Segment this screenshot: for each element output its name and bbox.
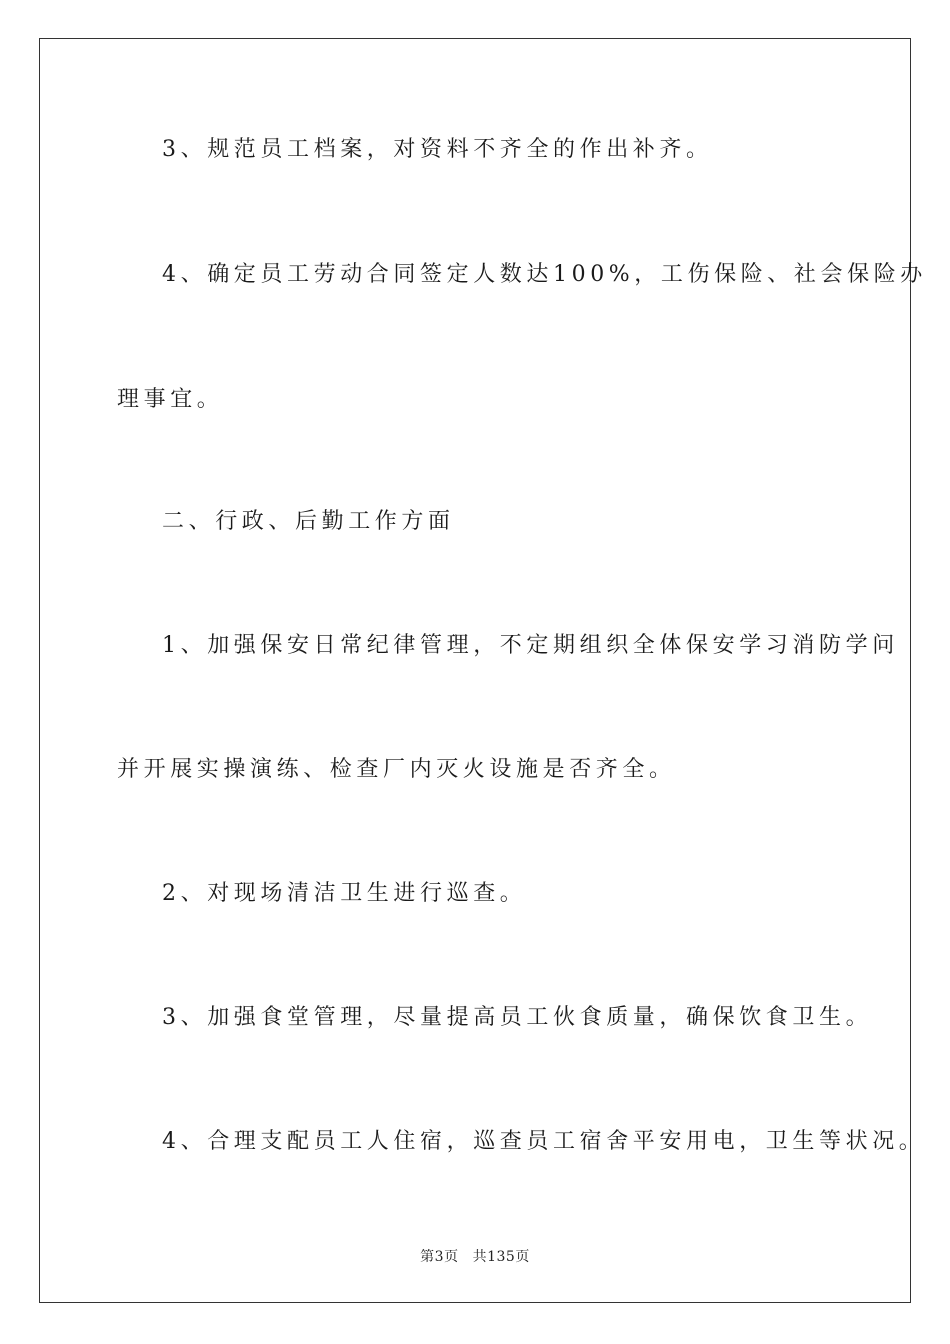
- paragraph-line: 1、加强保安日常纪律管理，不定期组织全体保安学习消防学问: [162, 633, 899, 658]
- section-heading: 二、行政、后勤工作方面: [162, 509, 455, 534]
- paragraph-line: 并开展实操演练、检查厂内灭火设施是否齐全。: [117, 757, 676, 782]
- paragraph-line: 3、加强食堂管理，尽量提高员工伙食质量，确保饮食卫生。: [162, 1005, 873, 1030]
- page-total: 共135页: [472, 1249, 530, 1265]
- page-number: 第3页: [420, 1249, 459, 1265]
- paragraph-line: 理事宜。: [117, 387, 224, 412]
- paragraph-line: 2、对现场清洁卫生进行巡查。: [162, 881, 527, 906]
- page-border: [39, 38, 911, 1303]
- paragraph-line: 4、确定员工劳动合同签定人数达100%，工伤保险、社会保险办: [162, 262, 927, 287]
- paragraph-line: 3、规范员工档案，对资料不齐全的作出补齐。: [162, 137, 713, 162]
- page-footer: [0, 1246, 950, 1266]
- paragraph-line: 4、合理支配员工人住宿，巡查员工宿舍平安用电，卫生等状况。: [162, 1129, 926, 1154]
